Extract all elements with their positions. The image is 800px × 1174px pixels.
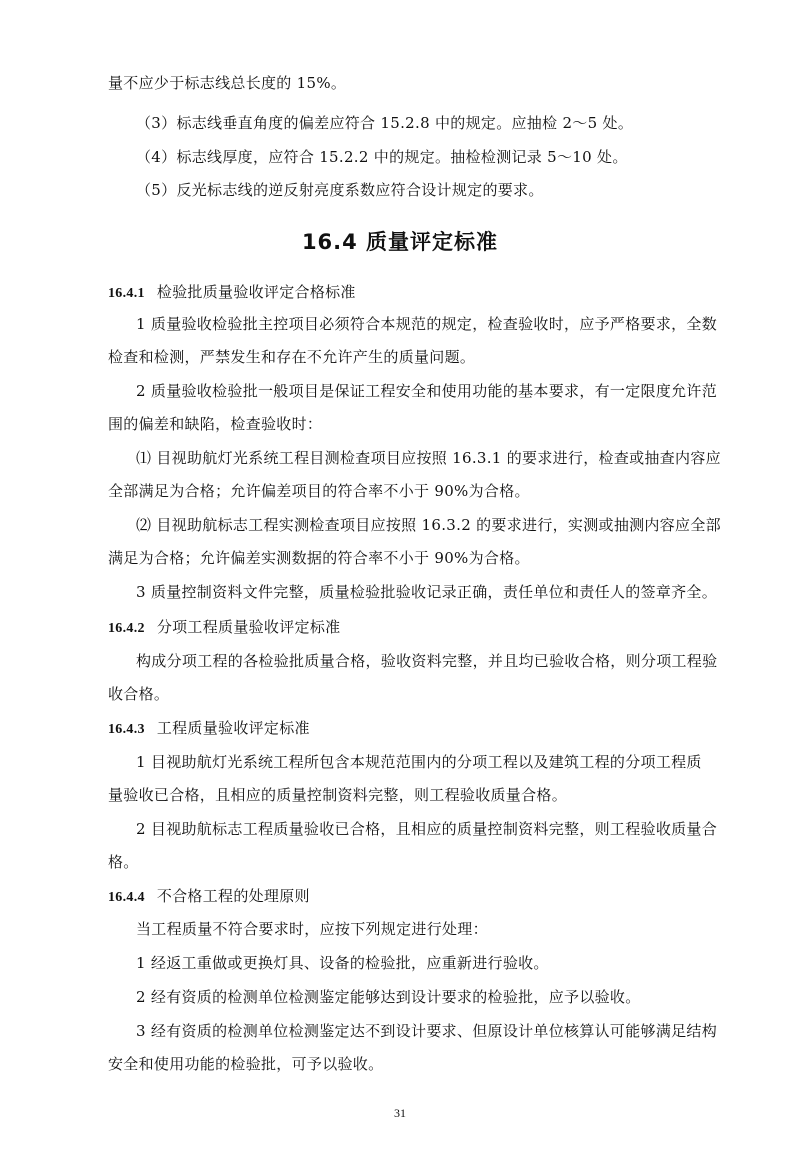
paragraph-line: 满足为合格；允许偏差实测数据的符合率不小于 90%为合格。 bbox=[108, 549, 530, 567]
continued-paragraph-line: 量不应少于标志线总长度的 15%。 bbox=[108, 74, 347, 92]
paragraph-line: ⑵ 目视助航标志工程实测检查项目应按照 16.3.2 的要求进行，实测或抽测内容应全部 bbox=[136, 516, 721, 534]
paragraph-line: ⑴ 目视助航灯光系统工程目测检查项目应按照 16.3.1 的要求进行，检查或抽查内容应 bbox=[136, 449, 721, 467]
paragraph-line: 构成分项工程的各检验批质量合格，验收资料完整，并且均已验收合格，则分项工程验 bbox=[136, 652, 718, 670]
subsection-title: 检验批质量验收评定合格标准 bbox=[156, 283, 356, 301]
subsection-title: 不合格工程的处理原则 bbox=[156, 887, 310, 905]
list-item-5: （5）反光标志线的逆反射亮度系数应符合设计规定的要求。 bbox=[136, 181, 544, 199]
paragraph-line: 检查和检测，严禁发生和存在不允许产生的质量问题。 bbox=[108, 348, 476, 366]
list-item-3: （3）标志线垂直角度的偏差应符合 15.2.8 中的规定。应抽检 2～5 处。 bbox=[136, 114, 634, 132]
section-heading: 16.4 质量评定标准 bbox=[301, 230, 499, 254]
subsection-heading-16-4-2 bbox=[108, 617, 340, 639]
subsection-title: 分项工程质量验收评定标准 bbox=[156, 618, 341, 636]
subsection-number: 16.4.4 bbox=[108, 890, 145, 905]
paragraph-line: 2 目视助航标志工程质量验收已合格，且相应的质量控制资料完整，则工程验收质量合 bbox=[136, 820, 718, 838]
paragraph-line: 格。 bbox=[108, 853, 139, 871]
paragraph-line: 2 经有资质的检测单位检测鉴定能够达到设计要求的检验批，应予以验收。 bbox=[136, 988, 641, 1006]
subsection-heading-16-4-3 bbox=[108, 718, 310, 740]
paragraph-line: 3 质量控制资料文件完整，质量检验批验收记录正确，责任单位和责任人的签章齐全。 bbox=[136, 583, 718, 601]
paragraph-line: 1 质量验收检验批主控项目必须符合本规范的规定，检查验收时，应予严格要求，全数 bbox=[136, 315, 718, 333]
paragraph-line: 收合格。 bbox=[108, 685, 170, 703]
paragraph-line: 当工程质量不符合要求时，应按下列规定进行处理： bbox=[136, 920, 488, 938]
subsection-number: 16.4.1 bbox=[108, 286, 145, 301]
subsection-number: 16.4.2 bbox=[108, 621, 145, 636]
subsection-heading-16-4-1 bbox=[108, 282, 356, 304]
paragraph-line: 1 经返工重做或更换灯具、设备的检验批，应重新进行验收。 bbox=[136, 954, 549, 972]
paragraph-line: 安全和使用功能的检验批，可予以验收。 bbox=[108, 1055, 384, 1073]
subsection-number: 16.4.3 bbox=[108, 722, 145, 737]
paragraph-line: 全部满足为合格；允许偏差项目的符合率不小于 90%为合格。 bbox=[108, 482, 530, 500]
paragraph-line: 围的偏差和缺陷，检查验收时： bbox=[108, 415, 323, 433]
subsection-heading-16-4-4 bbox=[108, 886, 310, 908]
paragraph-line: 3 经有资质的检测单位检测鉴定达不到设计要求、但原设计单位核算认可能够满足结构 bbox=[136, 1022, 718, 1040]
subsection-title: 工程质量验收评定标准 bbox=[156, 719, 310, 737]
paragraph-line: 2 质量验收检验批一般项目是保证工程安全和使用功能的基本要求，有一定限度允许范 bbox=[136, 382, 718, 400]
list-item-4: （4）标志线厚度，应符合 15.2.2 中的规定。抽检检测记录 5～10 处。 bbox=[136, 148, 628, 166]
paragraph-line: 量验收已合格，且相应的质量控制资料完整，则工程验收质量合格。 bbox=[108, 786, 568, 804]
paragraph-line: 1 目视助航灯光系统工程所包含本规范范围内的分项工程以及建筑工程的分项工程质 bbox=[136, 753, 702, 771]
page-number: 31 bbox=[394, 1106, 406, 1120]
